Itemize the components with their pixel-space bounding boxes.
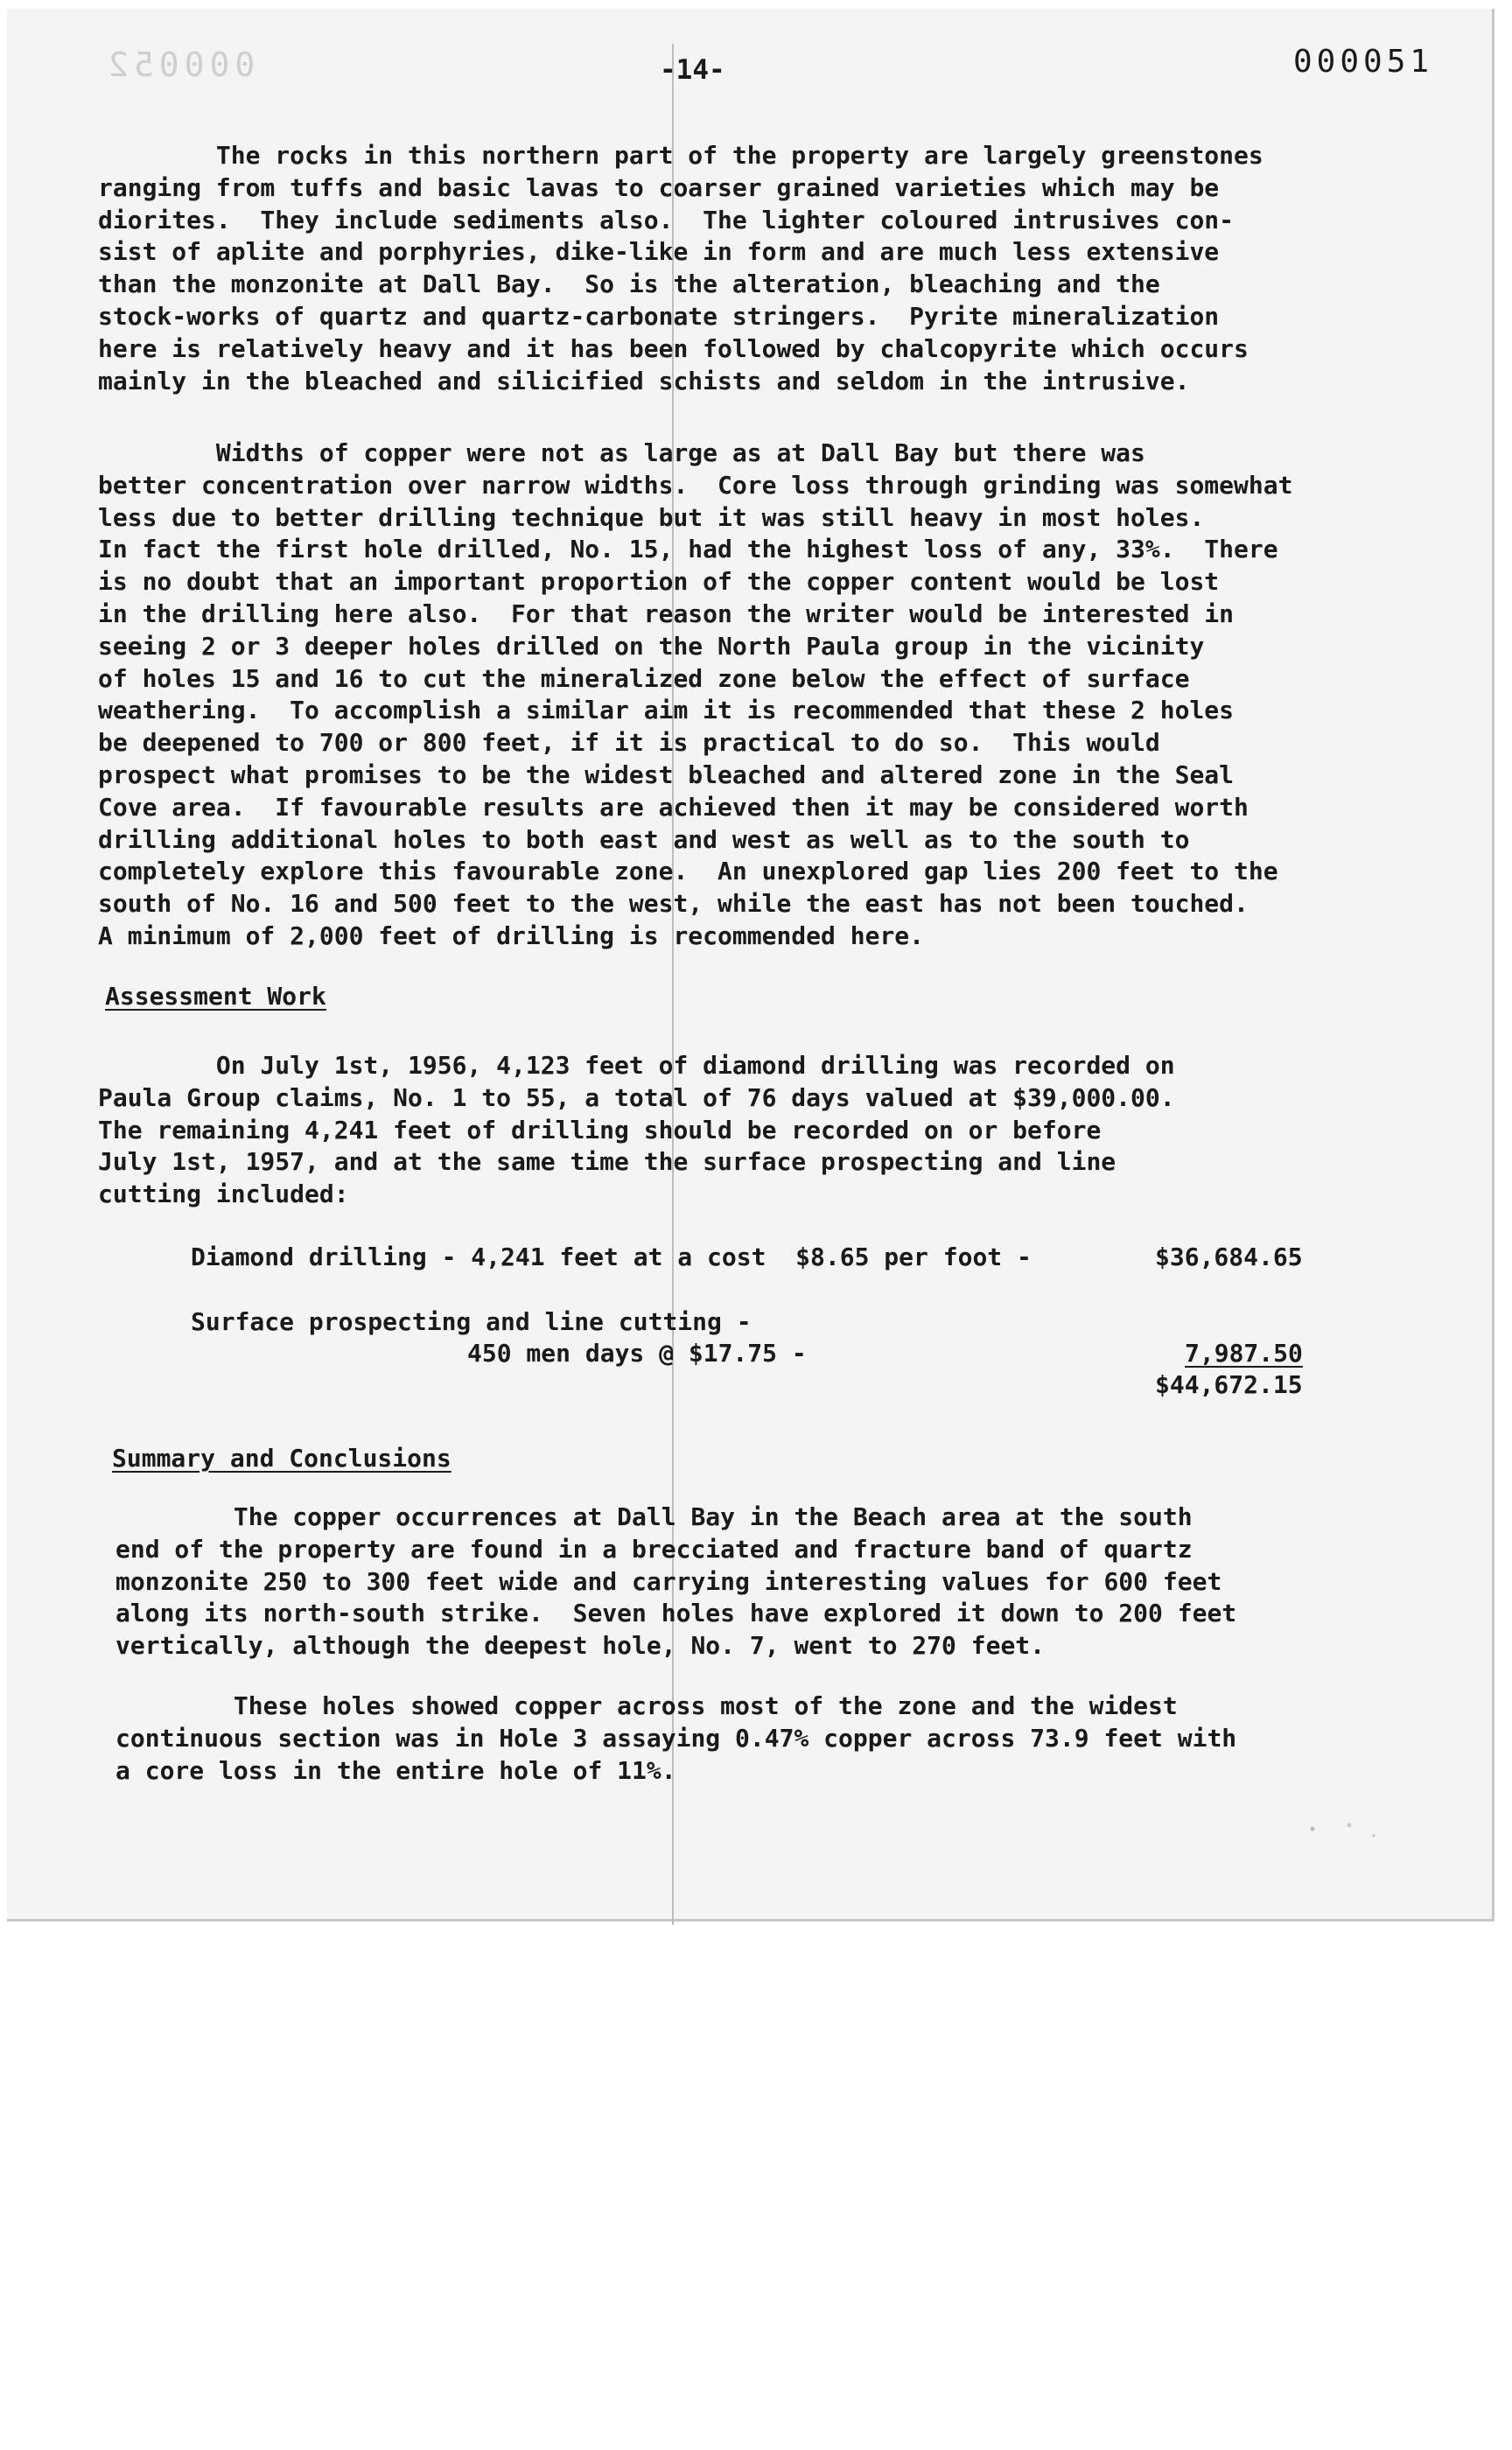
cost-amount-prospecting: 7,987.50 (1185, 1339, 1303, 1368)
cost-line-men-days: 450 men days @ $17.75 - (467, 1339, 807, 1368)
paragraph-copper-occurrences: The copper occurrences at Dall Bay in the Beach area at the south end of the property are found in a brecciated and fracture band of quartz monzonite 250 to 300 feet wide and carrying interesting values for 600 feet along its north-south strike. Seven holes have explored it down to 200 feet vertically, although the deepest hole, No. 7, went to 270 feet. (116, 1502, 1237, 1661)
cost-line-drilling: Diamond drilling - 4,241 feet at a cost $8.65 per foot - (191, 1242, 1032, 1271)
paragraph-rocks: The rocks in this northern part of the property are largely greenstones ranging from tuffs and basic lavas to coarser grained varieties which may be diorites. They include sediments also. The lighter coloured intrusives con- sist of aplite and porphyries, dike-like in form and are much less extensive than the monzonite at Dall Bay. So is the alteration, bleaching and the stock-works of quartz and quartz-carbonate stringers. Pyrite mineralization here is relatively heavy and it has been followed by chalcopyrite which occurs mainly in the bleached and silicified schists and seldom in the intrusive. (98, 141, 1264, 396)
cost-amount-total: $44,672.15 (1155, 1370, 1303, 1399)
page-number: -14- (660, 54, 725, 86)
cost-amount-drilling: $36,684.65 (1155, 1242, 1303, 1271)
cost-line-prospecting: Surface prospecting and line cutting - (191, 1307, 752, 1336)
document-page (7, 9, 1494, 1922)
heading-summary: Summary and Conclusions (112, 1444, 452, 1473)
mirrored-page-number: 000052 (103, 46, 256, 84)
scan-speckle (1276, 1811, 1398, 1846)
paragraph-holes: These holes showed copper across most of the zone and the widest continuous section was in Hole 3 assaying 0.47% copper across 73.9 feet with a core loss in the entire hole of 11%. (116, 1691, 1237, 1785)
paragraph-assessment: On July 1st, 1956, 4,123 feet of diamond drilling was recorded on Paula Group claims, No. 1 to 55, a total of 76 days valued at $39,000.00. The remaining 4,241 feet of drilling should be recorded on or before July 1st, 1957, and at the same time the surface prospecting and line cutting included: (98, 1051, 1175, 1209)
heading-assessment-work: Assessment Work (105, 982, 326, 1011)
paragraph-widths: Widths of copper were not as large as at Dall Bay but there was better concentration over narrow widths. Core loss through grinding was somewhat less due to better drilling technique but it was still heavy in most holes. In fact the first hole drilled, No. 15, had the highest loss of any, 33%. There is no doubt that an important proportion of the copper content would be lost in the drilling here also. For that reason the writer would be interested in seeing 2 or 3 deeper holes drilled on the North Paula group in the vicinity of holes 15 and 16 to cut the mineralized zone below the effect of surface weathering. To accomplish a similar aim it is recommended that these 2 holes be deepened to 700 or 800 feet, if it is practical to do so. This would prospect what promises to be the widest bleached and altered zone in the Seal Cove area. If favourable results are achieved then it may be considered worth drilling additional holes to both east and west as well as to the south to completely explore this favourable zone. An unexplored gap lies 200 feet to the south of No. 16 and 500 feet to the west, while the east has not been touched. A minimum of 2,000 feet of drilling is recommended here. (98, 438, 1293, 950)
document-number: 000051 (1293, 44, 1434, 80)
